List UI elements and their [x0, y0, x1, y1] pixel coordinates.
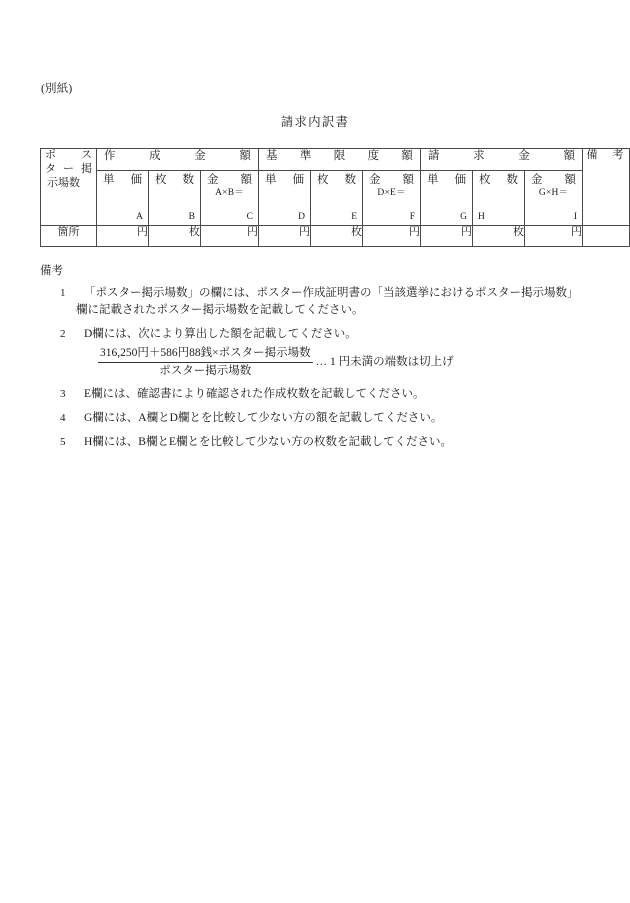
subheader-amount-c-label: 金 額	[207, 174, 253, 186]
group-header-creation-amount	[97, 149, 259, 171]
invoice-breakdown-table	[40, 148, 630, 247]
group-header-standard-limit-label: 基 準 限 度 額	[266, 150, 414, 162]
subheader-amount-f-label: 金 額	[369, 174, 415, 186]
subheader-amount-c-tag: C	[246, 212, 254, 223]
subheader-amount-c	[201, 171, 259, 226]
note-item-3-number: 3	[60, 388, 66, 401]
subheader-unit-price-d-tag: D	[298, 212, 306, 223]
subheader-sheets-h-label: 枚 数	[479, 174, 519, 186]
entry-sheets-b[interactable]: 枚	[149, 226, 201, 247]
formula-tail-note: … 1 円未満の端数は切上げ	[315, 356, 454, 369]
header-poster-count	[41, 149, 97, 226]
subheader-unit-price-a	[97, 171, 149, 226]
note-item-4-text: G欄には、A欄とD欄とを比較して少ない方の額を記載してください。	[84, 412, 443, 425]
entry-sheets-h[interactable]: 枚	[473, 226, 525, 247]
subheader-unit-price-d	[259, 171, 311, 226]
entry-unit-price-g[interactable]: 円	[421, 226, 473, 247]
subheader-amount-f-formula: D×E＝	[377, 188, 406, 199]
table-group-header-row	[41, 149, 630, 171]
note-item-1	[40, 285, 600, 320]
header-poster-count-line2: ター掲	[45, 162, 92, 175]
entry-unit-price-a[interactable]: 円	[97, 226, 149, 247]
header-poster-count-line3: 示場数	[47, 176, 80, 189]
invoice-breakdown-table-wrapper	[40, 148, 626, 247]
formula-numerator: 316,250円＋586円88銭×ポスター掲示場数	[98, 346, 313, 364]
subheader-unit-price-g-tag: G	[460, 212, 468, 223]
note-item-4	[40, 410, 600, 427]
subheader-unit-price-g	[421, 171, 473, 226]
group-header-creation-amount-label: 作 成 金 額	[104, 150, 252, 162]
note-item-5	[40, 434, 600, 451]
entry-amount-f[interactable]: 円	[363, 226, 421, 247]
group-header-claim-amount	[421, 149, 583, 171]
subheader-sheets-h-tag: H	[478, 212, 485, 223]
subheader-sheets-e-tag: E	[351, 212, 358, 223]
subheader-sheets-h	[473, 171, 525, 226]
attachment-label: (別紙)	[41, 83, 73, 95]
notes-heading: 備考	[40, 265, 63, 277]
header-remarks: 備 考	[583, 149, 630, 226]
notes-section	[40, 266, 600, 458]
note-item-1-continuation: 欄に記載されたポスター掲示場数を記載してください。	[76, 303, 364, 316]
table-entry-row	[41, 226, 630, 247]
note-item-2-formula	[40, 346, 600, 380]
subheader-amount-c-formula: A×B＝	[215, 188, 244, 199]
note-item-3	[40, 386, 600, 403]
group-header-standard-limit	[259, 149, 421, 171]
entry-unit-price-d[interactable]: 円	[259, 226, 311, 247]
subheader-amount-i-formula: G×H＝	[538, 188, 569, 199]
page-title: 請求内訳書	[280, 115, 350, 129]
subheader-sheets-b-label: 枚 数	[155, 174, 194, 186]
note-item-2	[40, 326, 600, 380]
subheader-sheets-e-label: 枚 数	[317, 174, 357, 186]
note-item-1-text: 「ポスター掲示場数」の欄には、ポスター作成証明書の「当該選挙におけるポスター掲示場数」	[84, 286, 579, 299]
entry-poster-count-unit[interactable]: 箇所	[41, 226, 97, 247]
subheader-amount-i-label: 金 額	[531, 174, 577, 186]
table-sub-header-row	[41, 171, 630, 226]
note-item-2-text: D欄には、次により算出した額を記載してください。	[84, 327, 357, 340]
note-item-2-number: 2	[60, 327, 66, 340]
formula-denominator: ポスター掲示場数	[159, 365, 252, 378]
subheader-amount-f-tag: F	[409, 212, 416, 223]
entry-sheets-e[interactable]: 枚	[311, 226, 363, 247]
subheader-amount-i	[525, 171, 583, 226]
subheader-sheets-e	[311, 171, 363, 226]
entry-remarks[interactable]	[583, 226, 630, 247]
subheader-unit-price-g-label: 単 価	[427, 174, 467, 186]
subheader-sheets-b-tag: B	[188, 212, 195, 223]
formula-fraction	[98, 346, 313, 380]
note-item-4-number: 4	[60, 412, 66, 425]
note-item-1-number: 1	[60, 286, 66, 299]
subheader-sheets-b	[149, 171, 201, 226]
entry-amount-i[interactable]: 円	[525, 226, 583, 247]
note-item-5-text: H欄には、B欄とE欄とを比較して少ない方の枚数を記載してください。	[84, 435, 452, 448]
entry-amount-c[interactable]: 円	[201, 226, 259, 247]
subheader-amount-i-tag: I	[573, 212, 578, 223]
subheader-unit-price-a-label: 単 価	[103, 174, 142, 186]
subheader-unit-price-d-label: 単 価	[265, 174, 305, 186]
note-item-5-number: 5	[60, 435, 66, 448]
group-header-claim-amount-label: 請 求 金 額	[428, 150, 576, 162]
note-item-3-text: E欄には、確認書により確認された作成枚数を記載してください。	[84, 388, 425, 401]
header-poster-count-line1: ポ ス	[45, 149, 92, 161]
subheader-amount-f	[363, 171, 421, 226]
subheader-unit-price-a-tag: A	[136, 212, 143, 223]
